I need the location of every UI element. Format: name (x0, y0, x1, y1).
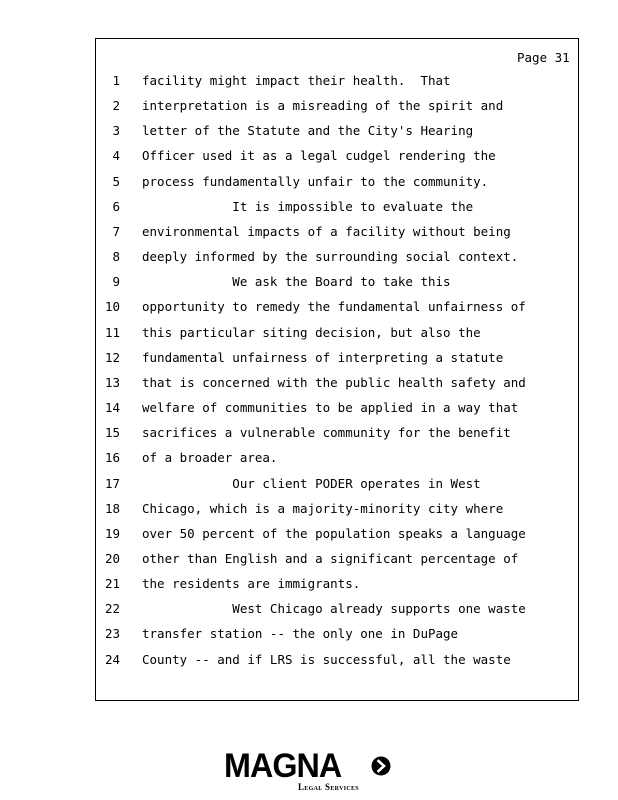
line-text: process fundamentally unfair to the community. (142, 173, 489, 189)
line-number: 3 (112, 123, 120, 139)
line-number: 24 (104, 651, 120, 667)
transcript-line (0, 249, 618, 274)
line-text: facility might impact their health. That (142, 73, 451, 88)
transcript-line (0, 350, 618, 375)
transcript-line (0, 148, 618, 173)
transcript-line (0, 425, 618, 450)
line-number: 9 (112, 274, 120, 290)
line-number: 10 (104, 299, 120, 315)
transcript-line (0, 98, 618, 123)
line-text: welfare of communities to be applied in a way that (142, 400, 519, 416)
line-number: 4 (112, 148, 120, 164)
transcript-line (0, 626, 618, 651)
line-number: 20 (104, 550, 120, 566)
line-text: interpretation is a misreading of the spirit and (142, 98, 504, 114)
line-text: Chicago, which is a majority-minority city where (142, 500, 504, 516)
transcript-line (0, 325, 618, 350)
magna-logo (224, 748, 396, 794)
line-number: 18 (104, 500, 120, 516)
chevron-right-circle-icon (371, 756, 391, 776)
transcript-line (0, 375, 618, 400)
transcript-line (0, 174, 618, 199)
line-text: We ask the Board to take this (142, 274, 451, 290)
line-number: 17 (104, 475, 120, 491)
logo-wordmark: MAGNA (224, 747, 342, 785)
line-number: 8 (112, 249, 120, 265)
line-text: over 50 percent of the population speaks a language (142, 525, 526, 541)
transcript-line (0, 400, 618, 425)
transcript-line (0, 652, 618, 677)
line-number: 15 (104, 425, 120, 441)
line-text: of a broader area. (142, 450, 278, 466)
transcript-line (0, 450, 618, 475)
line-number: 7 (112, 223, 120, 239)
line-number: 23 (104, 626, 120, 642)
transcript-line (0, 476, 618, 501)
line-number: 22 (104, 601, 120, 617)
line-number: 1 (112, 73, 120, 88)
line-text: It is impossible to evaluate the (142, 198, 474, 214)
transcript-line (0, 601, 618, 626)
line-number: 2 (112, 98, 120, 114)
line-text: deeply informed by the surrounding social context. (142, 249, 519, 265)
line-text: other than English and a significant percentage of (142, 550, 519, 566)
line-number: 11 (104, 324, 120, 340)
line-text: this particular siting decision, but also the (142, 324, 481, 340)
line-number: 13 (104, 374, 120, 390)
line-text: environmental impacts of a facility without being (142, 223, 511, 239)
line-text: transfer station -- the only one in DuPage (142, 626, 459, 642)
line-text: the residents are immigrants. (142, 576, 361, 592)
transcript-line (0, 73, 618, 98)
line-number: 16 (104, 450, 120, 466)
line-text: County -- and if LRS is successful, all the waste (142, 651, 511, 667)
line-text: opportunity to remedy the fundamental unfairness of (142, 299, 526, 315)
logo-subtext: Legal Services (298, 782, 359, 792)
line-text: sacrifices a vulnerable community for the benefit (142, 425, 511, 441)
line-number: 5 (112, 173, 120, 189)
line-text: that is concerned with the public health safety and (142, 374, 526, 390)
transcript-lines (0, 73, 618, 677)
line-number: 6 (112, 198, 120, 214)
transcript-line (0, 224, 618, 249)
line-text: fundamental unfairness of interpreting a statute (142, 349, 504, 365)
transcript-line (0, 576, 618, 601)
line-number: 19 (104, 525, 120, 541)
transcript-line (0, 299, 618, 324)
transcript-line (0, 501, 618, 526)
transcript-line (0, 551, 618, 576)
line-text: West Chicago already supports one waste (142, 601, 526, 617)
line-text: Officer used it as a legal cudgel rendering the (142, 148, 496, 164)
line-number: 21 (104, 576, 120, 592)
line-number: 14 (104, 400, 120, 416)
line-number: 12 (104, 349, 120, 365)
transcript-line (0, 123, 618, 148)
transcript-line (0, 199, 618, 224)
line-text: Our client PODER operates in West (142, 475, 481, 491)
transcript-line (0, 274, 618, 299)
page-number: Page 31 (517, 50, 570, 65)
line-text: letter of the Statute and the City's Hearing (142, 123, 474, 139)
transcript-line (0, 526, 618, 551)
